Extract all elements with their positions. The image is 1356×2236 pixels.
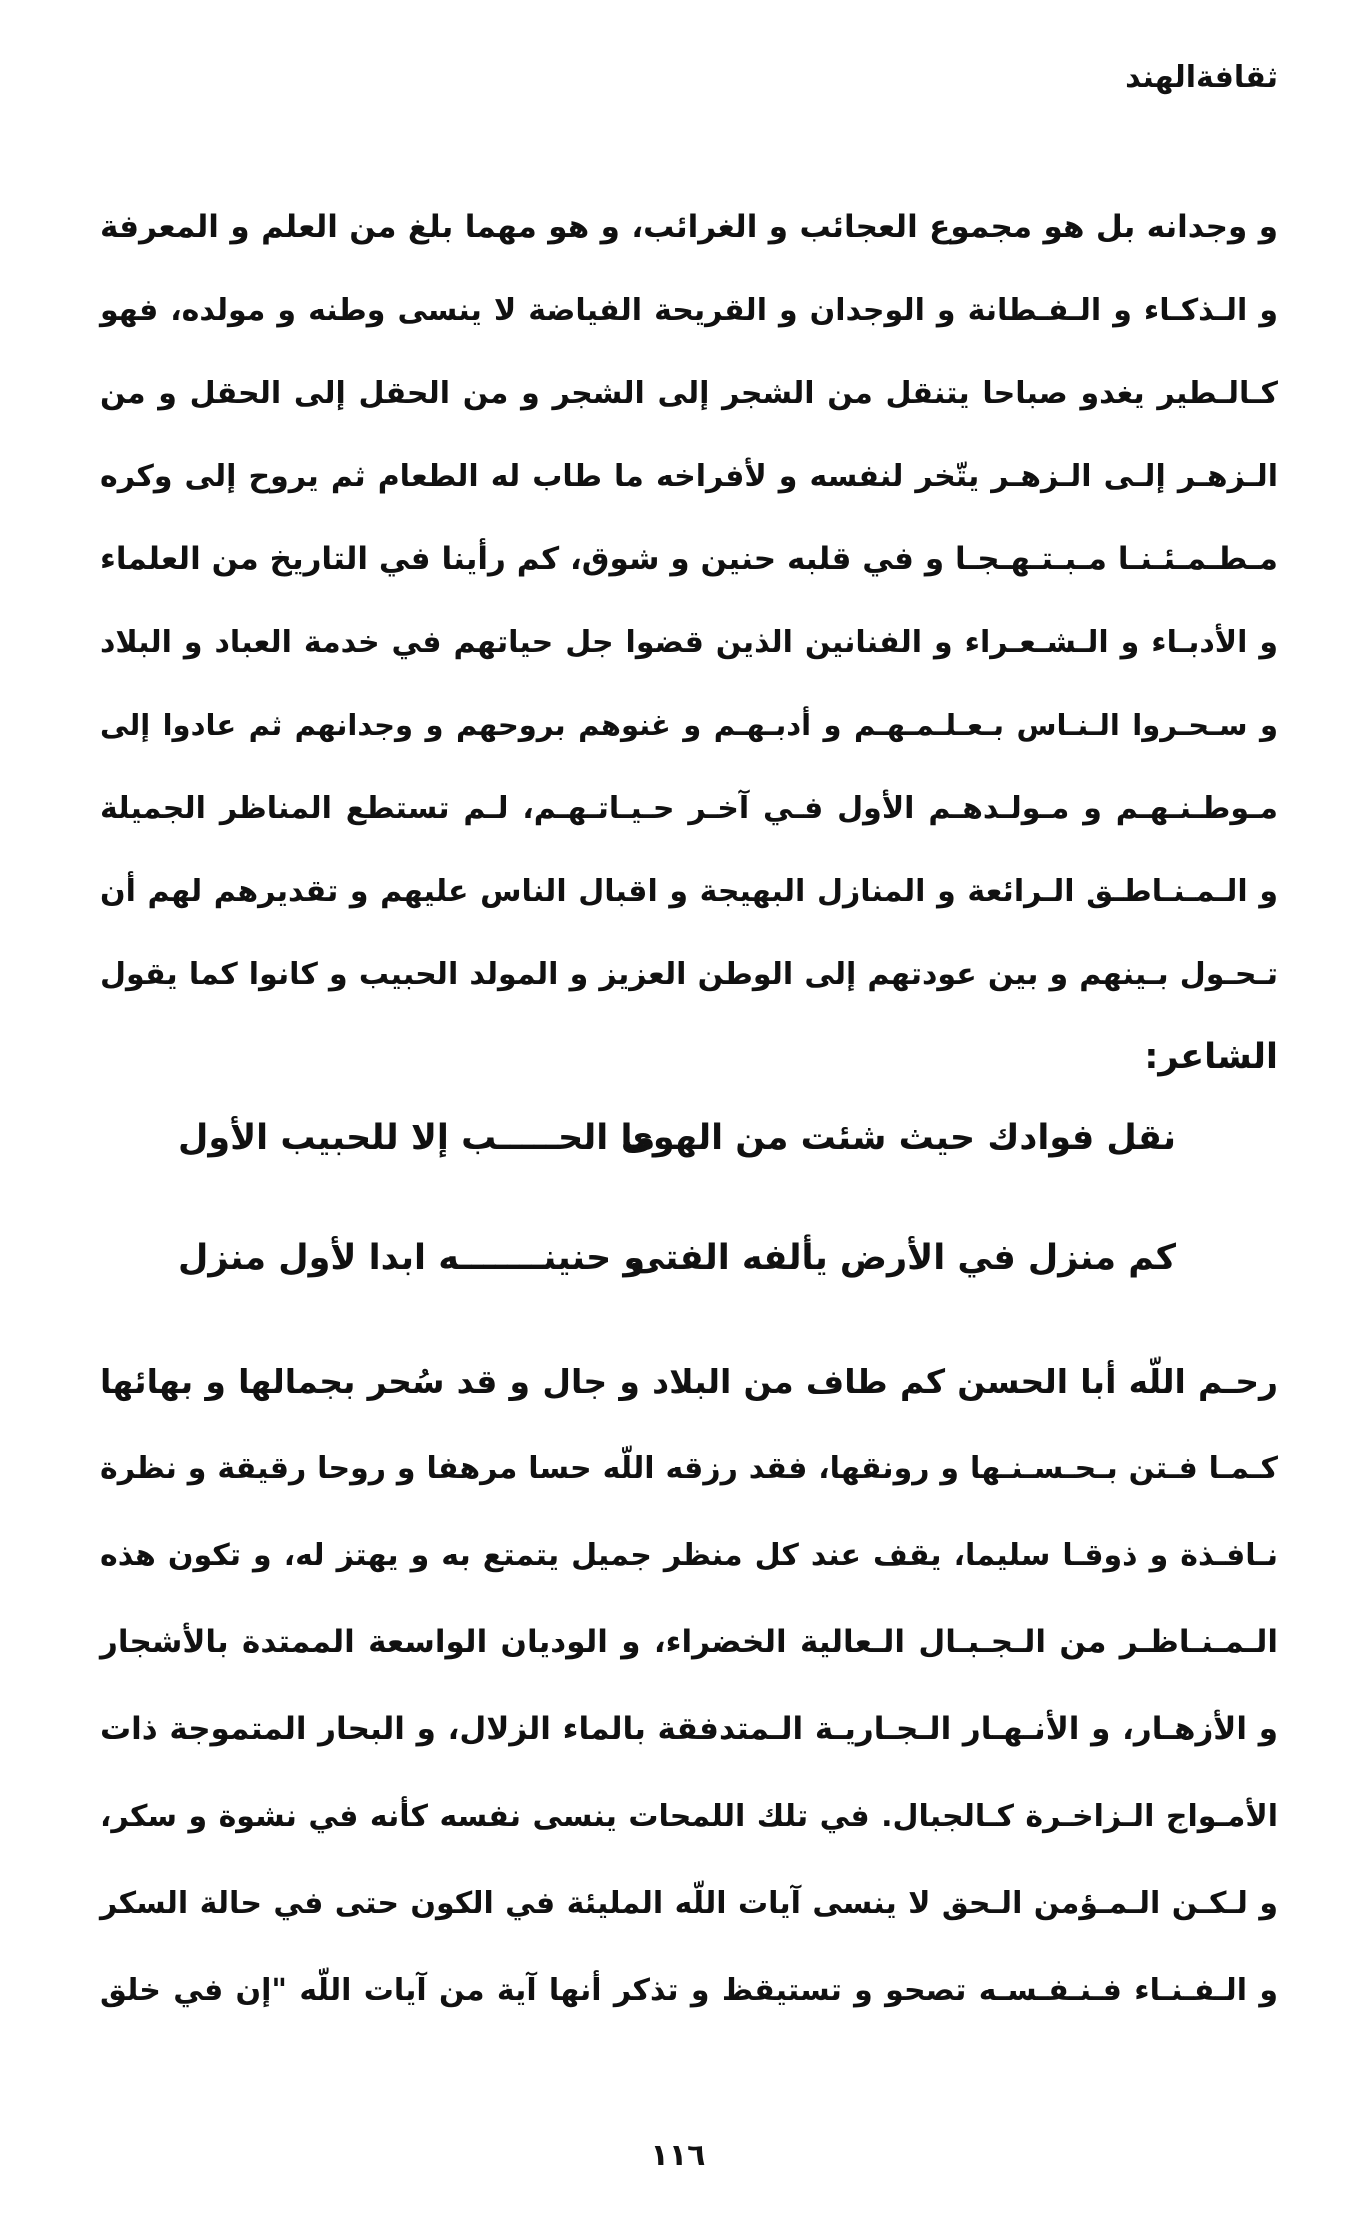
verse-first-hemistich: كم منزل في الأرض يألفه الفتى [629,1238,1176,1278]
verse-second-hemistich: و حنينـــــــه ابدا لأول منزل [178,1238,646,1278]
text-line: الـمـنـاظـر من الـجـبـال الـعالية الخضراء، و الوديان الواسعة الممتدة بالأشجار [100,1624,1278,1660]
text-line: الشاعر: [1144,1037,1278,1077]
verse-first-hemistich: نقل فوادك حيث شئت من الهوى [620,1118,1176,1158]
page-number: ١١٦ [650,2138,706,2173]
text-line: نـافـذة و ذوقـا سليما، يقف عند كل منظر جميل يتمتع به و يهتز له، و تكون هذه [100,1538,1278,1573]
paragraph-2 [100,1338,1278,2034]
text-line: و الـذكـاء و الـفـطانة و الوجدان و القريحة الفياضة لا ينسى وطنه و مولده، فهو [100,293,1278,328]
poem-verse [160,1228,1196,1288]
text-line: و الـمـنـاطـق الـرائعة و المنازل البهيجة و اقبال الناس عليهم و تقديرهم لهم أن [100,874,1278,909]
text-line: الأمـواج الـزاخـرة كـالجبال. في تلك اللمحات ينسى نفسه كأنه في نشوة و سكر، [100,1799,1278,1834]
text-line: و الأزهـار، و الأنـهـار الـجـاريـة الـمتدفقة بالماء الزلال، و البحار المتموجة ذات [100,1711,1278,1747]
text-line: و وجدانه بل هو مجموع العجائب و الغرائب، و هو مهما بلغ من العلم و المعرفة [100,209,1278,245]
text-line: كـالـطير يغدو صباحا يتنقل من الشجر إلى الشجر و من الحقل إلى الحقل و من [100,376,1278,411]
text-line: و الأدبـاء و الـشـعـراء و الفنانين الذين قضوا جل حياتهم في خدمة العباد و البلاد [100,625,1278,660]
verse-second-hemistich: ما الحـــــب إلا للحبيب الأول [178,1118,656,1158]
poem-verse [160,1108,1196,1168]
text-line: الـزهـر إلـى الـزهـر يتّخر لنفسه و لأفراخه ما طاب له الطعام ثم يروح إلى وكره [100,459,1278,494]
text-line: مـوطـنـهـم و مـولـدهـم الأول فـي آخـر حـيـاتـهـم، لـم تستطع المناظر الجميلة [100,791,1278,826]
text-line: و الـفـنـاء فـنـفـسـه تصحو و تستيقظ و تذكر أنها آية من آيات اللّه "إن في خلق [100,1973,1278,2008]
text-line: رحـم اللّه أبا الحسن كم طاف من البلاد و جال و قد سُحر بجمالها و بهائها [100,1362,1278,1401]
text-line: و لـكـن الـمـؤمن الـحق لا ينسى آيات اللّه المليئة في الكون حتى في حالة السكر [100,1886,1278,1921]
running-header-title: ثقافةالهند [1125,60,1278,95]
text-line: تـحـول بـينهم و بين عودتهم إلى الوطن العزيز و المولد الحبيب و كانوا كما يقول [100,957,1278,992]
text-line: و سـحـروا الـنـاس بـعـلـمـهـم و أدبـهـم و غنوهم بروحهم و وجدانهم ثم عادوا إلى [100,708,1278,742]
text-line: كـمـا فـتن بـحـسـنـها و رونقها، فقد رزقه اللّه حسا مرهفا و روحا رقيقة و نظرة [100,1451,1278,1486]
text-line: مـطـمـئـنـا مـبـتـهـجـا و في قلبه حنين و شوق، كم رأينا في التاريخ من العلماء [100,541,1278,577]
